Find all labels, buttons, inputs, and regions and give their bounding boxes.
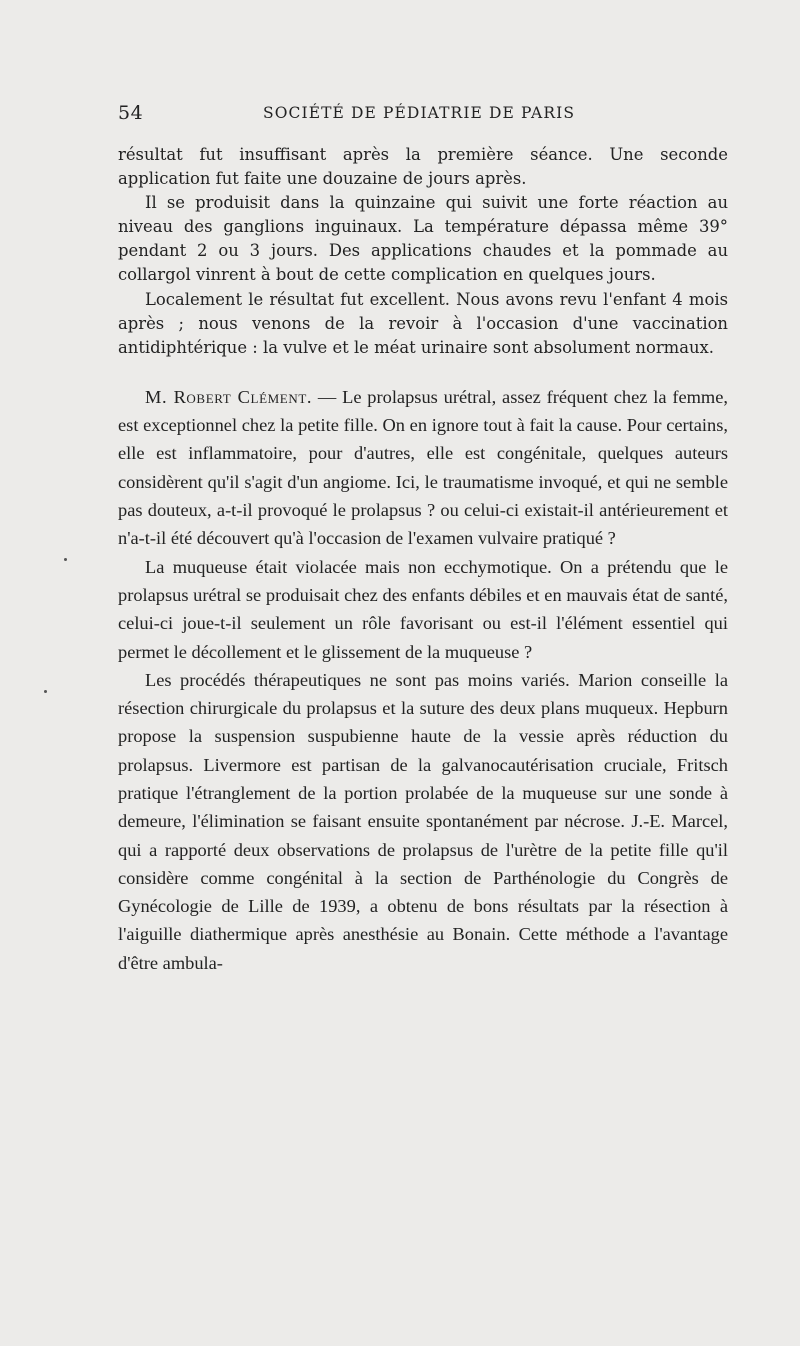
paragraph: Les procédés thérapeutiques ne sont pas moins variés. Marion conseille la résection chirurgicale du prolapsus et la suture des deux plans muqueux. Hepburn propose la suspension suspubienne haute de la vessie après réduction du prolapsus. Livermore est partisan de la galvanocautérisation cruciale, Fritsch pratique l'étranglement de la portion prolabée de la muqueuse sur une sonde à demeure, l'élimination se faisant ensuite spontanément par nécrose. J.-E. Marcel, qui a rapporté deux observations de prolapsus de l'urètre de la petite fille qu'il considère comme congénital à la section de Parthénologie du Congrès de Gynécologie de Lille de 1939, a obtenu de bons résultats par la résection à l'aiguille diathermique après anesthésie au Bonain. Cette méthode a l'avantage d'être ambula-: [118, 669, 728, 973]
speaker-name: M. Robert Clément.: [145, 386, 313, 407]
paragraph: Il se produisit dans la quinzaine qui suivit une forte réaction au niveau des ganglions inguinaux. La température dépassa même 39° pendant 2 ou 3 jours. Des applications chaudes et la pommade au collargol vinrent à bout de cette complication en quelques jours.: [118, 193, 728, 285]
case-report-end: [118, 143, 728, 360]
paragraph: résultat fut insuffisant après la première séance. Une seconde application fut faite une douzaine de jours après.: [118, 145, 728, 189]
paragraph: Localement le résultat fut excellent. Nous avons revu l'enfant 4 mois après ; nous venons de la revoir à l'occasion d'une vaccination antidiphtérique : la vulve et le méat urinaire sont absolument normaux.: [118, 289, 728, 357]
paragraph-text: Le prolapsus urétral, assez fréquent chez la femme, est exceptionnel chez la petite fille. On en ignore tout à fait la cause. Pour certains, elle est inflammatoire, pour d'autres, elle est congénitale, quelques auteurs considèrent qu'il s'agit d'un angiome. Ici, le traumatisme invoqué, et qui ne semble pas douteux, a-t-il provoqué le prolapsus ? ou celui-ci existait-il antérieurement et n'a-t-il été découvert qu'à l'occasion de l'examen vulvaire pratiqué ?: [118, 386, 728, 549]
running-title: SOCIÉTÉ DE PÉDIATRIE DE PARIS: [263, 104, 576, 122]
print-speck: [64, 558, 67, 561]
discussion: [118, 383, 728, 977]
body-text: [118, 143, 728, 977]
em-dash: —: [312, 386, 343, 407]
print-speck: [44, 690, 47, 693]
page-header: [118, 102, 718, 130]
page-number: 54: [118, 102, 144, 124]
discussion-intro: [118, 383, 728, 553]
paragraph: La muqueuse était violacée mais non ecchymotique. On a prétendu que le prolapsus urétral se produisait chez des enfants débiles et en mauvais état de santé, celui-ci joue-t-il seulement un rôle favorisant ou est-il l'élément essentiel qui permet le décollement et le glissement de la muqueuse ?: [118, 556, 728, 662]
